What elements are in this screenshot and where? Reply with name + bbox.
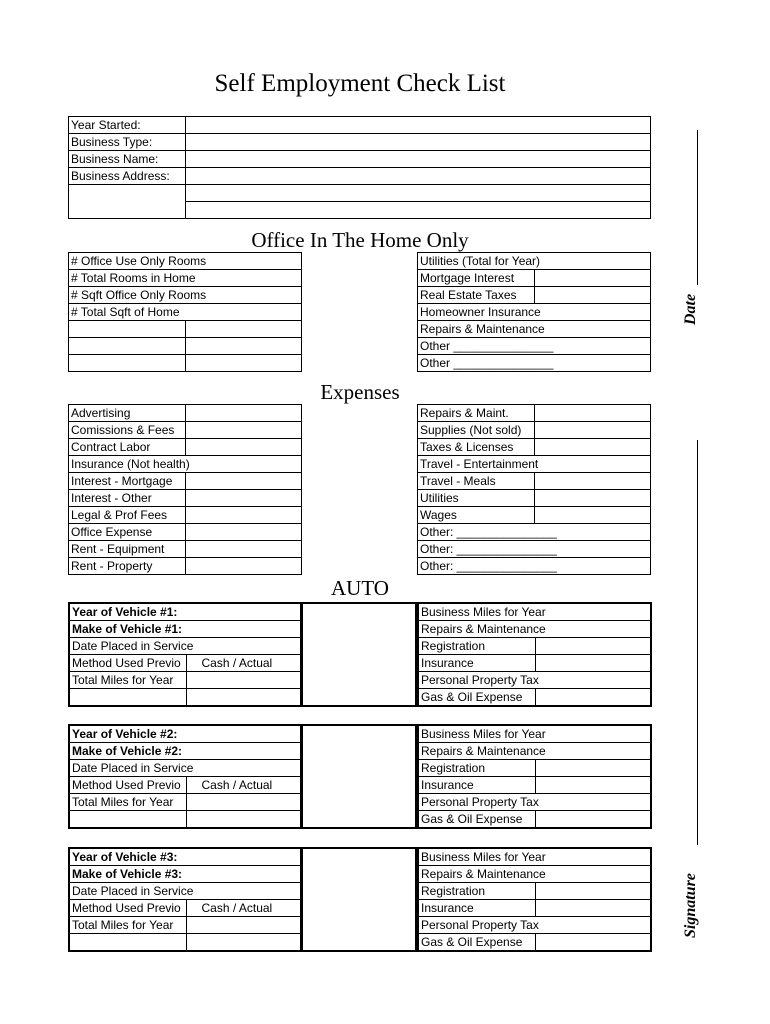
vehicle-value[interactable] xyxy=(186,760,302,777)
business-info-table xyxy=(68,116,651,219)
vehicle-2-right xyxy=(417,724,652,829)
office-label xyxy=(69,321,186,338)
office-value[interactable] xyxy=(186,355,302,372)
vehicle-value[interactable] xyxy=(186,743,302,760)
vehicle-expense-label: Insurance xyxy=(418,777,535,794)
vehicle-expense-value[interactable] xyxy=(535,934,651,952)
office-label: # Office Use Only Rooms xyxy=(69,253,186,270)
vehicle-expense-label: Insurance xyxy=(418,900,535,917)
vehicle-value[interactable] xyxy=(186,672,302,689)
vehicle-value[interactable] xyxy=(186,638,302,655)
vehicle-value[interactable] xyxy=(186,848,302,866)
office-value[interactable] xyxy=(186,321,302,338)
vehicle-value[interactable] xyxy=(186,603,302,621)
office-value[interactable] xyxy=(186,270,302,287)
office-right-table xyxy=(417,252,651,372)
expense-value[interactable] xyxy=(535,405,651,422)
cash-actual-option[interactable]: Cash / Actual xyxy=(186,777,302,794)
vehicle-expense-label: Registration xyxy=(418,883,535,900)
office-section-title: Office In The Home Only xyxy=(251,228,469,252)
office-expense-value[interactable] xyxy=(535,321,651,338)
cash-actual-option[interactable]: Cash / Actual xyxy=(186,655,302,672)
vehicle-value[interactable] xyxy=(186,689,302,707)
business-type-field[interactable] xyxy=(186,134,651,151)
vehicle-label: Year of Vehicle #3: xyxy=(69,848,186,866)
expense-label: Rent - Equipment xyxy=(69,541,186,558)
vehicle-expense-value[interactable] xyxy=(535,603,651,621)
year-started-field[interactable] xyxy=(186,117,651,134)
expense-label: Comissions & Fees xyxy=(69,422,186,439)
vehicle-spacer xyxy=(301,848,416,951)
vehicle-3-middle xyxy=(300,847,417,952)
vehicle-expense-value[interactable] xyxy=(535,689,651,707)
vehicle-expense-value[interactable] xyxy=(535,900,651,917)
vehicle-label: Date Placed in Service xyxy=(69,883,186,900)
vehicle-label: Method Used Previo xyxy=(69,900,186,917)
business-type-label: Business Type: xyxy=(69,134,186,151)
vehicle-label: Total Miles for Year xyxy=(69,794,186,811)
vehicle-expense-value[interactable] xyxy=(535,743,651,760)
vehicle-value[interactable] xyxy=(186,725,302,743)
expense-label: Other: _______________ xyxy=(418,541,535,558)
vehicle-1-right xyxy=(417,602,652,707)
vehicle-expense-label: Business Miles for Year xyxy=(418,603,535,621)
expense-value[interactable] xyxy=(186,439,302,456)
vehicle-expense-label: Gas & Oil Expense xyxy=(418,811,535,829)
office-expense-label: Other _______________ xyxy=(418,338,535,355)
vehicle-3-left xyxy=(68,847,303,952)
vehicle-label: Make of Vehicle #3: xyxy=(69,866,186,883)
expense-value[interactable] xyxy=(186,541,302,558)
expense-label: Travel - Meals xyxy=(418,473,535,490)
vehicle-expense-label: Repairs & Maintenance xyxy=(418,621,535,638)
business-address-field[interactable] xyxy=(186,168,651,185)
expense-value[interactable] xyxy=(186,490,302,507)
vehicle-1-middle xyxy=(300,602,417,707)
page-title: Self Employment Check List xyxy=(214,70,506,97)
vehicle-label xyxy=(69,811,186,829)
vehicle-expense-value[interactable] xyxy=(535,760,651,777)
vehicle-expense-value[interactable] xyxy=(535,848,651,866)
office-label: # Sqft Office Only Rooms xyxy=(69,287,186,304)
office-expense-label: Repairs & Maintenance xyxy=(418,321,535,338)
expense-label: Contract Labor xyxy=(69,439,186,456)
office-label: # Total Rooms in Home xyxy=(69,270,186,287)
vehicle-expense-label: Business Miles for Year xyxy=(418,725,535,743)
vehicle-label: Year of Vehicle #2: xyxy=(69,725,186,743)
office-expense-value[interactable] xyxy=(535,270,651,287)
business-address-line-3[interactable] xyxy=(186,202,651,219)
vehicle-expense-value[interactable] xyxy=(535,883,651,900)
expense-value[interactable] xyxy=(186,456,302,473)
office-expense-label: Real Estate Taxes xyxy=(418,287,535,304)
vehicle-value[interactable] xyxy=(186,621,302,638)
vehicle-expense-value[interactable] xyxy=(535,655,651,672)
expense-value[interactable] xyxy=(535,439,651,456)
signature-label: Signature xyxy=(682,873,699,938)
vehicle-label: Make of Vehicle #1: xyxy=(69,621,186,638)
cash-actual-option[interactable]: Cash / Actual xyxy=(186,900,302,917)
expense-label: Interest - Mortgage xyxy=(69,473,186,490)
expenses-right-table xyxy=(417,404,651,575)
expense-label: Supplies (Not sold) xyxy=(418,422,535,439)
vehicle-expense-label: Registration xyxy=(418,638,535,655)
vehicle-expense-label: Personal Property Tax xyxy=(418,672,535,689)
vehicle-expense-label: Gas & Oil Expense xyxy=(418,934,535,952)
signature-line xyxy=(697,440,698,845)
date-line xyxy=(697,130,698,285)
vehicle-expense-label: Registration xyxy=(418,760,535,777)
expense-value[interactable] xyxy=(535,473,651,490)
office-expense-value[interactable] xyxy=(535,287,651,304)
expense-label: Travel - Entertainment xyxy=(418,456,535,473)
business-name-label: Business Name: xyxy=(69,151,186,168)
vehicle-expense-value[interactable] xyxy=(535,917,651,934)
vehicle-label: Method Used Previo xyxy=(69,777,186,794)
expense-label: Office Expense xyxy=(69,524,186,541)
vehicle-value[interactable] xyxy=(186,794,302,811)
vehicle-expense-value[interactable] xyxy=(535,621,651,638)
expense-value[interactable] xyxy=(186,507,302,524)
office-expense-label: Mortgage Interest xyxy=(418,270,535,287)
expense-value[interactable] xyxy=(186,422,302,439)
vehicle-expense-label: Repairs & Maintenance xyxy=(418,866,535,883)
expense-label: Insurance (Not health) xyxy=(69,456,186,473)
office-expense-value[interactable] xyxy=(535,253,651,270)
vehicle-label: Date Placed in Service xyxy=(69,760,186,777)
vehicle-expense-label: Gas & Oil Expense xyxy=(418,689,535,707)
vehicle-value[interactable] xyxy=(186,866,302,883)
vehicle-expense-value[interactable] xyxy=(535,638,651,655)
vehicle-value[interactable] xyxy=(186,934,302,952)
vehicle-spacer xyxy=(301,725,416,828)
expense-value[interactable] xyxy=(186,405,302,422)
expense-label: Advertising xyxy=(69,405,186,422)
business-address-blank xyxy=(69,185,186,219)
expense-value[interactable] xyxy=(186,524,302,541)
office-expense-label: Other _______________ xyxy=(418,355,535,372)
business-name-field[interactable] xyxy=(186,151,651,168)
expense-label: Interest - Other xyxy=(69,490,186,507)
vehicle-expense-value[interactable] xyxy=(535,794,651,811)
business-address-label: Business Address: xyxy=(69,168,186,185)
vehicle-expense-value[interactable] xyxy=(535,672,651,689)
date-label: Date xyxy=(682,293,699,325)
vehicle-label: Date Placed in Service xyxy=(69,638,186,655)
expense-label: Utilities xyxy=(418,490,535,507)
vehicle-label: Total Miles for Year xyxy=(69,672,186,689)
expense-label: Taxes & Licenses xyxy=(418,439,535,456)
vehicle-label xyxy=(69,689,186,707)
expense-value[interactable] xyxy=(535,490,651,507)
vehicle-expense-value[interactable] xyxy=(535,725,651,743)
vehicle-expense-label: Business Miles for Year xyxy=(418,848,535,866)
vehicle-value[interactable] xyxy=(186,883,302,900)
vehicle-expense-label: Repairs & Maintenance xyxy=(418,743,535,760)
office-expense-value[interactable] xyxy=(535,304,651,321)
vehicle-2-middle xyxy=(300,724,417,829)
office-label: # Total Sqft of Home xyxy=(69,304,186,321)
vehicle-expense-value[interactable] xyxy=(535,811,651,829)
vehicle-label xyxy=(69,934,186,952)
expense-value[interactable] xyxy=(535,422,651,439)
vehicle-label: Year of Vehicle #1: xyxy=(69,603,186,621)
expenses-left-table xyxy=(68,404,302,575)
vehicle-label: Total Miles for Year xyxy=(69,917,186,934)
business-address-line-2[interactable] xyxy=(186,185,651,202)
office-label xyxy=(69,355,186,372)
vehicle-label: Make of Vehicle #2: xyxy=(69,743,186,760)
vehicle-expense-label: Insurance xyxy=(418,655,535,672)
expenses-section-title: Expenses xyxy=(320,380,400,404)
expense-value[interactable] xyxy=(186,473,302,490)
office-label xyxy=(69,338,186,355)
vehicle-expense-label: Personal Property Tax xyxy=(418,917,535,934)
expense-label: Legal & Prof Fees xyxy=(69,507,186,524)
office-expense-label: Utilities (Total for Year) xyxy=(418,253,535,270)
expense-label: Repairs & Maint. xyxy=(418,405,535,422)
expense-value[interactable] xyxy=(186,558,302,575)
vehicle-label: Method Used Previo xyxy=(69,655,186,672)
vehicle-1-left xyxy=(68,602,303,707)
office-value[interactable] xyxy=(186,304,302,321)
vehicle-value[interactable] xyxy=(186,811,302,829)
expense-label: Other: _______________ xyxy=(418,524,535,541)
vehicle-value[interactable] xyxy=(186,917,302,934)
vehicle-expense-value[interactable] xyxy=(535,866,651,883)
office-value[interactable] xyxy=(186,338,302,355)
expense-label: Wages xyxy=(418,507,535,524)
auto-section-title: AUTO xyxy=(331,576,389,600)
year-started-label: Year Started: xyxy=(69,117,186,134)
vehicle-expense-label: Personal Property Tax xyxy=(418,794,535,811)
expense-label: Rent - Property xyxy=(69,558,186,575)
vehicle-spacer xyxy=(301,603,416,706)
office-left-table xyxy=(68,252,302,372)
vehicle-3-right xyxy=(417,847,652,952)
expense-value[interactable] xyxy=(535,456,651,473)
expense-value[interactable] xyxy=(535,507,651,524)
vehicle-2-left xyxy=(68,724,303,829)
expense-label: Other: _______________ xyxy=(418,558,535,575)
office-expense-label: Homeowner Insurance xyxy=(418,304,535,321)
vehicle-expense-value[interactable] xyxy=(535,777,651,794)
